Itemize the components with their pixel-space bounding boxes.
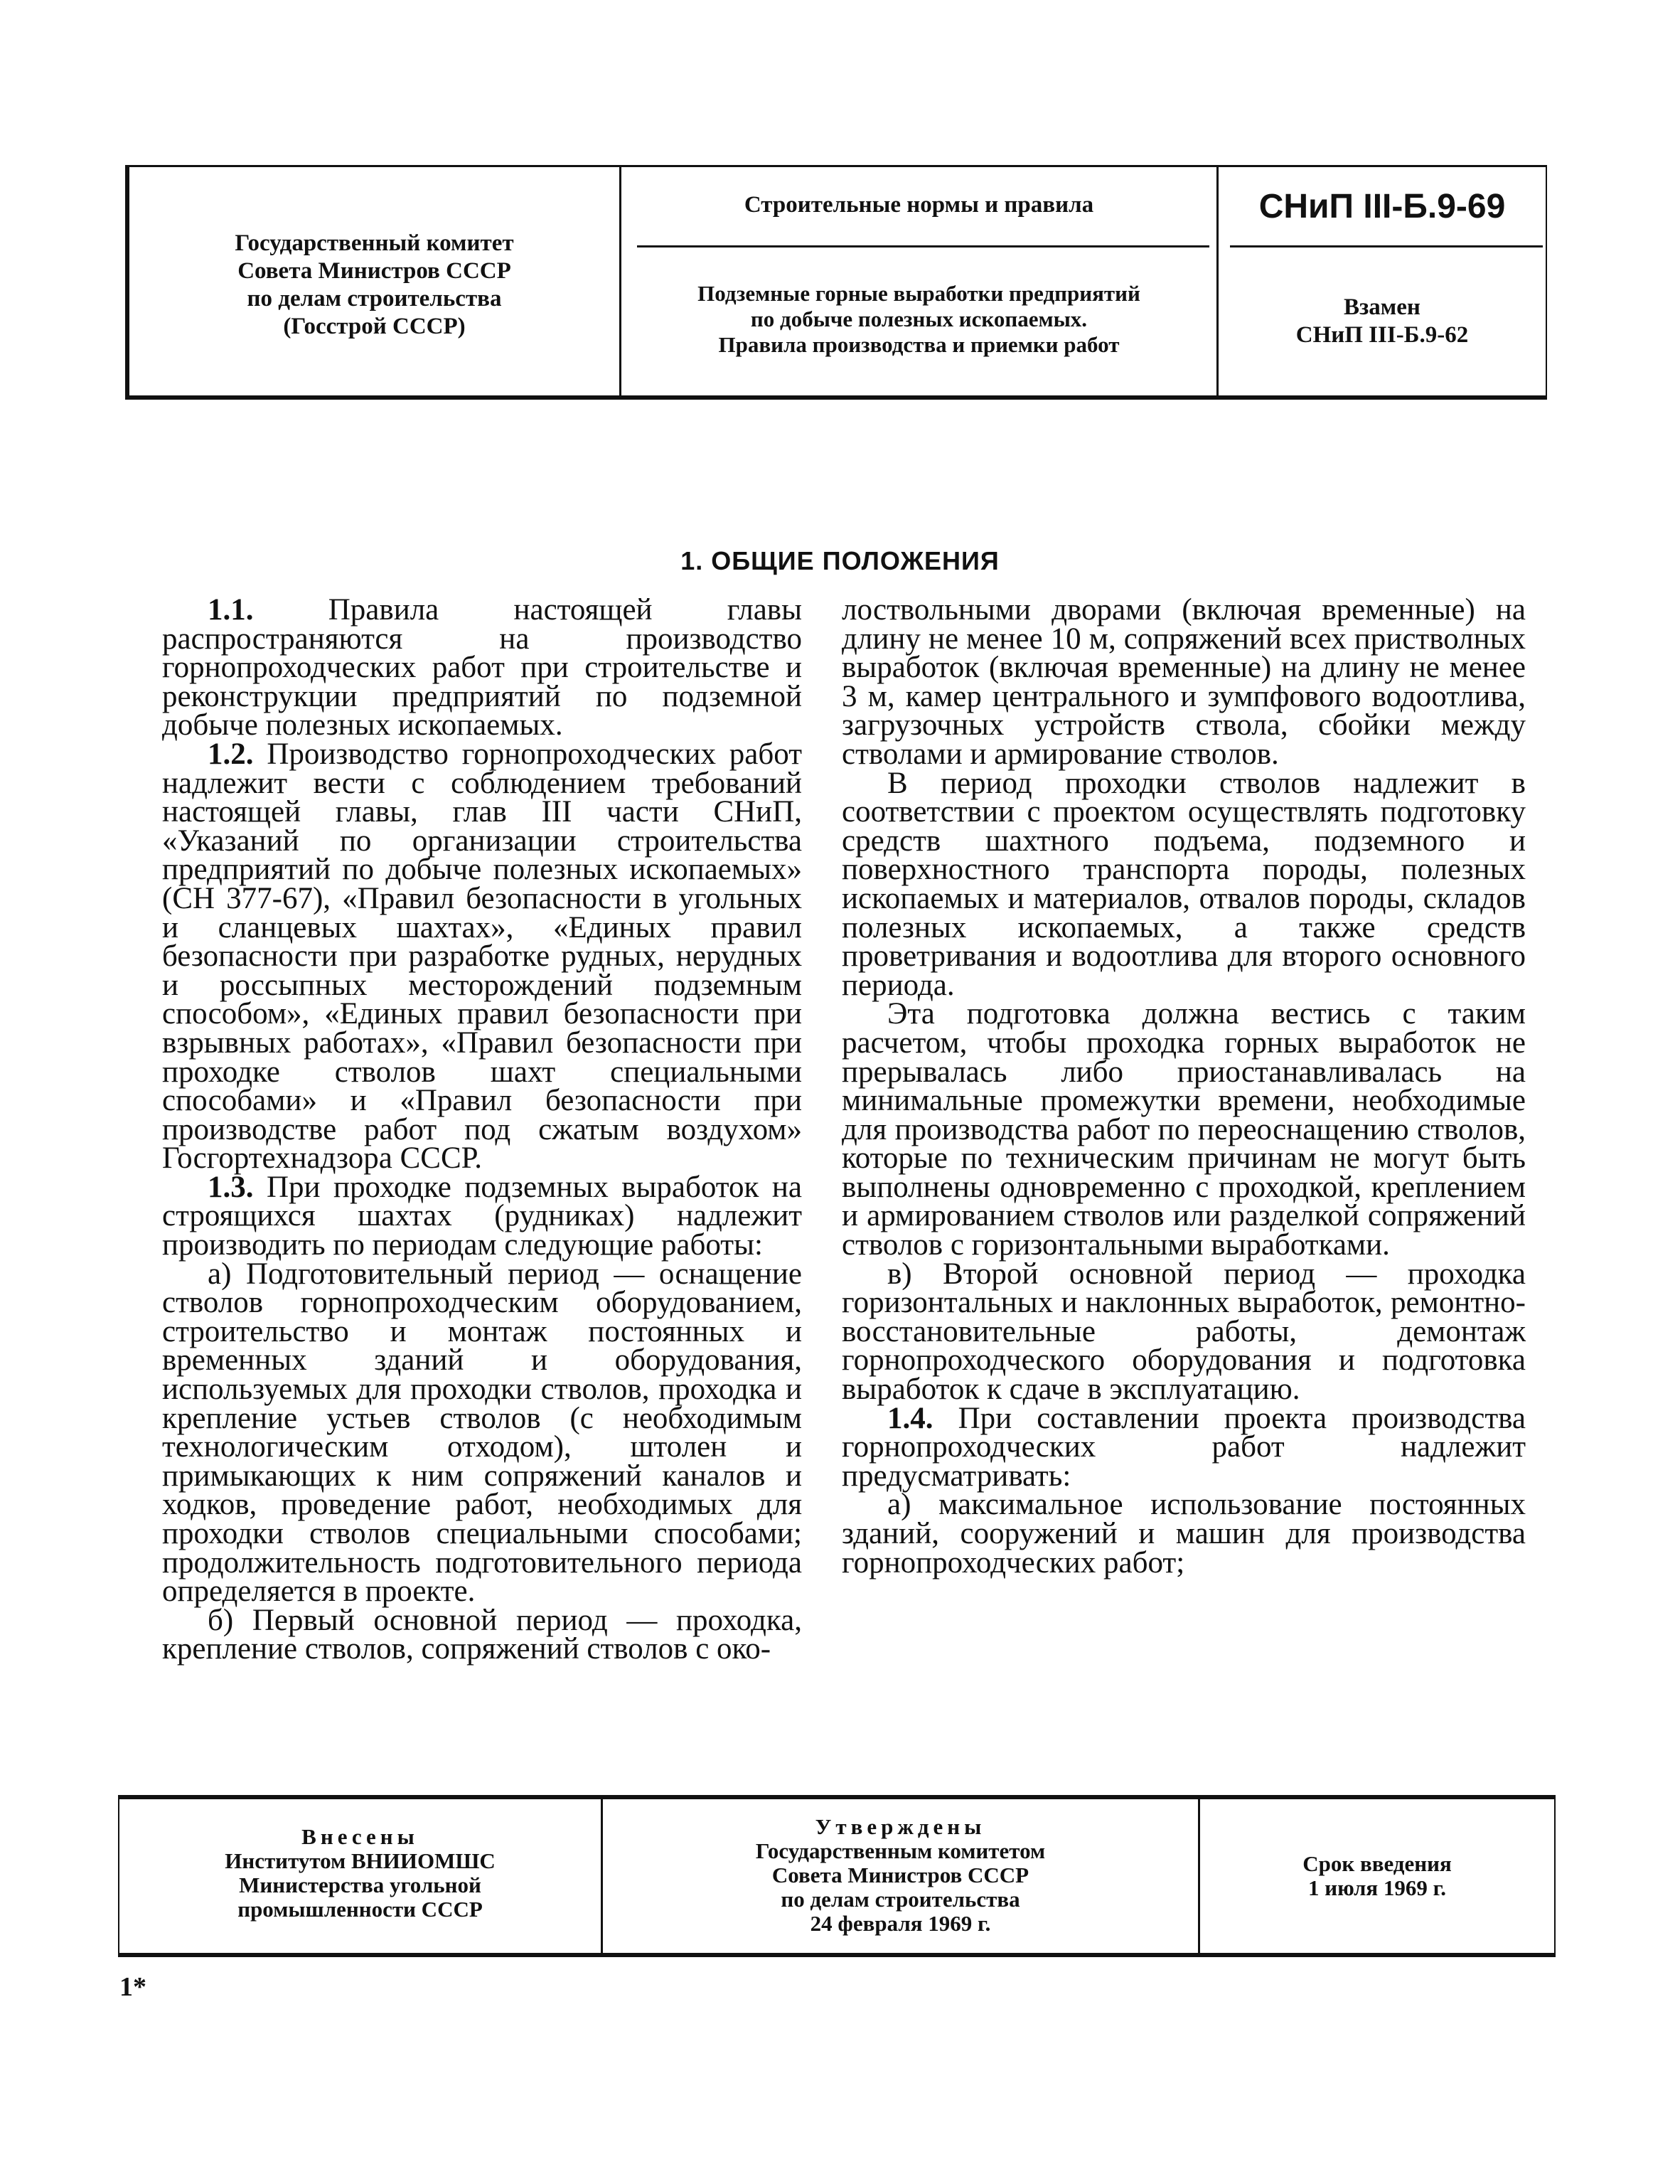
paragraph (162, 1257, 802, 1609)
paragraph-text: б) Первый основной период — проходка, крепление стволов, сопряжений стволов с око- (162, 1603, 802, 1666)
effective-block (1200, 1852, 1554, 1900)
right-column (842, 593, 1526, 1580)
approved-line: Государственным комитетом (755, 1838, 1046, 1863)
header-divider (1230, 245, 1543, 247)
clause-number: 1.4. (887, 1401, 933, 1435)
approved-label: Утверждены (815, 1814, 986, 1839)
document-code: СНиП III-Б.9-69 (1258, 188, 1506, 225)
paragraph (842, 1257, 1526, 1407)
paragraph-text: При составлении проекта производства горнопроходческих работ надлежит предусматривать: (842, 1401, 1526, 1493)
paragraph (162, 1603, 802, 1666)
header-divider (637, 245, 1209, 247)
submitted-label: Внесены (301, 1824, 419, 1849)
approved-block (603, 1815, 1198, 1936)
approved-line: Совета Министров СССР (771, 1863, 1029, 1887)
paragraph-text: Правила настоящей главы распространяются на производство горнопроходческих работ при строительстве и реконструкции предприятий по подземной добыче полезных ископаемых. (162, 593, 803, 742)
paragraph-text: а) Подготовительный период — оснащение стволов горнопроходческим оборудованием, строительство и монтаж постоянных и временных зданий и оборудования, используемых для проходки стволов, проходка и крепление устьев стволов (с необходимым технологическим отходом), штолен и примыкающих к ним сопряжений каналов и ходков, проведение работ, необходимых для проходки стволов специальными способами; продолжительность подготовительного периода определяется в проекте. (162, 1257, 802, 1609)
header-category: Строительные нормы и правила (744, 192, 1094, 218)
paragraph-text: Производство горнопроходческих работ надлежит вести с соблюдением требований настоящей главы, глав III части СНиП, «Указаний по организации строительства предприятий по добыче полезных ископаемых» (СН 377-67), «Правил безопасности в угольных и сланцевых шахтах», «Единых правил безопасности при разработке рудных, нерудных и россыпных месторождений подземным способом», «Единых правил безопасности при взрывных работах», «Правил безопасности при проходке стволов шахт специальными способами» и «Правил безопасности при производстве работ под сжатым воздухом» Госгортехнадзора СССР. (162, 737, 802, 1176)
left-column (162, 593, 803, 1666)
effective-date: 1 июля 1969 г. (1307, 1875, 1447, 1900)
paragraph (842, 593, 1526, 771)
header-title-cell (621, 167, 1219, 395)
paragraph (842, 1401, 1526, 1493)
footer-submitted-cell (119, 1799, 603, 1953)
paragraph-text: лоствольными дворами (включая временные) на длину не менее 10 м, сопряжений всех пристволных выработок (включая временные) на длину не менее 3 м, камер центрального и зумпфового водоотлива, загрузочных устройств ствола, сбойки между стволами и армирование стволов. (842, 593, 1526, 771)
submitted-line: промышленности СССР (237, 1897, 483, 1922)
paragraph (842, 1488, 1526, 1580)
replaces-code: СНиП III-Б.9-62 (1295, 322, 1469, 348)
paragraph-text: В период проходки стволов надлежит в соответствии с проектом осуществлять подготовку средств шахтного подъема, подземного и поверхностного транспорта породы, полезных ископаемых и материалов, отвалов породы, складов полезных ископаемых, а также средств проветривания и водоотлива для второго основного периода. (842, 766, 1526, 1002)
page-marker: 1* (119, 1972, 146, 2002)
paragraph-text: а) максимальное использование постоянных зданий, сооружений и машин для производства горнопроходческих работ; (842, 1488, 1526, 1580)
submitted-line: Институтом ВНИИОМШС (225, 1848, 496, 1873)
effective-label: Срок введения (1302, 1851, 1452, 1876)
authority-line: по делам строительства (247, 286, 502, 311)
footer-effective-cell (1200, 1799, 1554, 1953)
replaces-label: Взамен (1344, 294, 1420, 320)
clause-number: 1.1. (208, 593, 254, 627)
paragraph (842, 997, 1526, 1262)
header-table (125, 165, 1547, 400)
section-title: 1. ОБЩИЕ ПОЛОЖЕНИЯ (680, 546, 1000, 575)
title-line: Правила производства и приемки работ (718, 332, 1120, 357)
header-authority-cell (129, 167, 621, 395)
submitted-block (119, 1825, 601, 1922)
replaces-block (1219, 294, 1546, 349)
header-title (621, 281, 1216, 358)
paragraph (162, 1170, 802, 1262)
authority-line: Государственный комитет (235, 230, 514, 256)
paragraph-text: Эта подготовка должна вестись с таким расчетом, чтобы проходка горных выработок не прерывалась либо приостанавливалась на минимальные промежутки времени, необходимые для производства работ по переоснащению стволов, которые по техническим причинам не могут быть выполнены одновременно с проходкой, креплением и армированием стволов или разделкой сопряжений стволов с горизонтальными выработками. (842, 997, 1526, 1262)
authority-line: Совета Министров СССР (237, 258, 511, 284)
paragraph (162, 737, 802, 1176)
title-line: Подземные горные выработки предприятий (697, 281, 1140, 306)
paragraph (162, 593, 803, 742)
clause-number: 1.3. (208, 1170, 254, 1204)
approved-line: по делам строительства (781, 1887, 1020, 1912)
footer-table (118, 1795, 1556, 1957)
footer-approved-cell (603, 1799, 1200, 1953)
title-line: по добыче полезных ископаемых. (750, 307, 1088, 331)
authority-line: (Госстрой СССР) (283, 314, 466, 339)
header-code-cell (1219, 167, 1546, 395)
header-authority (129, 230, 619, 341)
paragraph (842, 766, 1526, 1002)
submitted-line: Министерства угольной (239, 1873, 481, 1897)
clause-number: 1.2. (208, 737, 254, 771)
paragraph-text: При проходке подземных выработок на строящихся шахтах (рудниках) надлежит производить по периодам следующие работы: (162, 1170, 802, 1262)
paragraph-text: в) Второй основной период — проходка горизонтальных и наклонных выработок, ремонтно-восстановительные работы, демонтаж горнопроходческого оборудования и подготовка выработок к сдаче в эксплуатацию. (842, 1257, 1526, 1407)
approved-date: 24 февраля 1969 г. (810, 1911, 991, 1936)
